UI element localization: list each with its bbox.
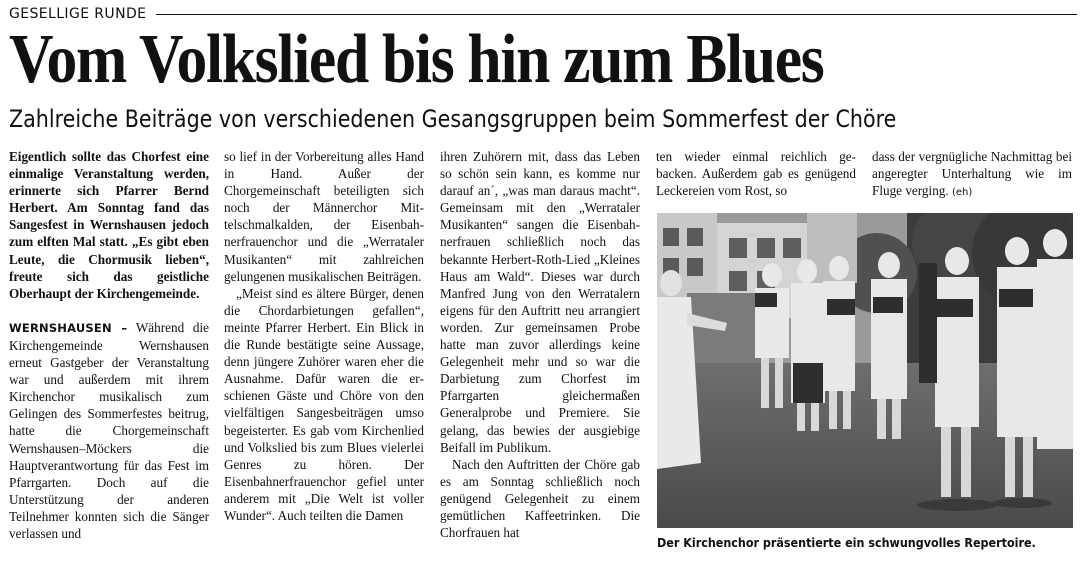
article-paragraph-3: Nach den Auftritten der Chöre gab es am Sonntag schließlich noch genügend Gelegenheit zu einem gemütlichen Kaffeetrinken. Die Chorfrauen hat bbox=[440, 456, 640, 541]
article-paragraph-2: „Meist sind es ältere Bürger, denen die Chordarbietungen gefallen“, meinte Pfarrer Herbert. Ein Blick in die Runde bestätigte seine Aussage, denn jüngere Zuhörer waren eher die Ausnahme. Dafür waren die erschienen Gäste und Chöre von den vielfältigen Sangesbeiträgen umso begeisterter. Es gab vom Kirchenlied und Volkslied bis zum Blues vielerlei Genres zu hören. Der Eisenbahnerfrauenchor gefiel unter anderem mit „Die Welt ist voller Wunder“. Auch teilten die Damen bbox=[224, 285, 424, 523]
article-paragraph-2-cont: ihren Zuhörern mit, dass das Leben so schön sein kann, es komme nur darauf an´, „was man daraus macht“. Gemeinsam mit den „Werrataler Musikanten“ sangen die Eisenbahnerfrauen schließlich noch das bekannte Herbert-Roth-Lied „Kleines Haus am Wald“. Dieses war durch Manfred Jung von den Werratalern eigens für den Auftritt neu arrangiert worden. Zur gemeinsamen Probe hatte man zuvor allerdings keine Gelegenheit mehr und so war die Darbietung zum Chorfest im Pfarrgarten gleichermaßen Generalprobe und Premiere. Sie gelang, das bewies der ausgiebige Beifall im Publikum. bbox=[440, 149, 640, 455]
rubric-label: GESELLIGE RUNDE bbox=[9, 6, 147, 22]
photo-caption: Der Kirchenchor präsentierte ein schwungvolles Repertoire. bbox=[657, 536, 1036, 550]
article-column-5 bbox=[872, 148, 1072, 201]
article-paragraph-3-end: dass der vergnügliche Nachmittag bei angeregter Unterhaltung wie im Fluge verging. (eh) bbox=[872, 149, 1072, 199]
author-credit: (eh) bbox=[951, 187, 973, 199]
article-paragraph-1: WERNSHAUSEN – Während die Kirchengemeinde Wernshausen erneut Gastgeber der Veranstaltung war und außerdem mit ihrem Kirchenchor musikalisch zum Gelingen des Sommerfestes beitrug, hatte die Chorgemeinschaft Wernshausen–Möckers die Hauptverantwortung für das Fest im Pfarrgarten. Doch auf die Unterstützung der anderen Teilnehmer konnten sich die Sänger verlassen und bbox=[9, 319, 209, 541]
article-column-3 bbox=[440, 148, 640, 541]
dateline: WERNSHAUSEN – bbox=[9, 320, 128, 335]
article-lead: Eigentlich sollte das Chorfest eine einmalige Veranstaltung werden, erinnerte sich Pfarrer Bernd Herbert. Am Sonntag fand das Sangesfest in Wernshausen jedoch zum elften Mal statt. „Es gibt eben Leute, die Chormusik lieben“, freute sich das geistliche Oberhaupt der Kirchengemeinde. bbox=[9, 149, 209, 301]
subheadline: Zahlreiche Beiträge von verschiedenen Gesangsgruppen beim Sommerfest der Chöre bbox=[9, 105, 897, 133]
choir-photo bbox=[657, 213, 1073, 528]
article-column-1 bbox=[9, 148, 209, 542]
headline: Vom Volkslied bis hin zum Blues bbox=[9, 21, 824, 98]
choir-photo-graphic bbox=[657, 213, 1073, 528]
article-column-4 bbox=[656, 148, 856, 199]
article-column-2 bbox=[224, 148, 424, 524]
article-paragraph-1-cont: so lief in der Vorbereitung alles Hand in Hand. Außer der Chorgemeinschaft beteiligten sich noch der Männerchor Mittelschmalkalden, der Eisenbahnerfrauenchor und die „Werrataler Musikanten“ mit zahlreichen gelungenen musikalischen Beiträgen. bbox=[224, 149, 424, 284]
article-paragraph-3-cont: ten wieder einmal reichlich gebacken. Außerdem gab es genügend Leckereien vom Rost, so bbox=[656, 149, 856, 199]
rubric-rule bbox=[156, 14, 1077, 15]
